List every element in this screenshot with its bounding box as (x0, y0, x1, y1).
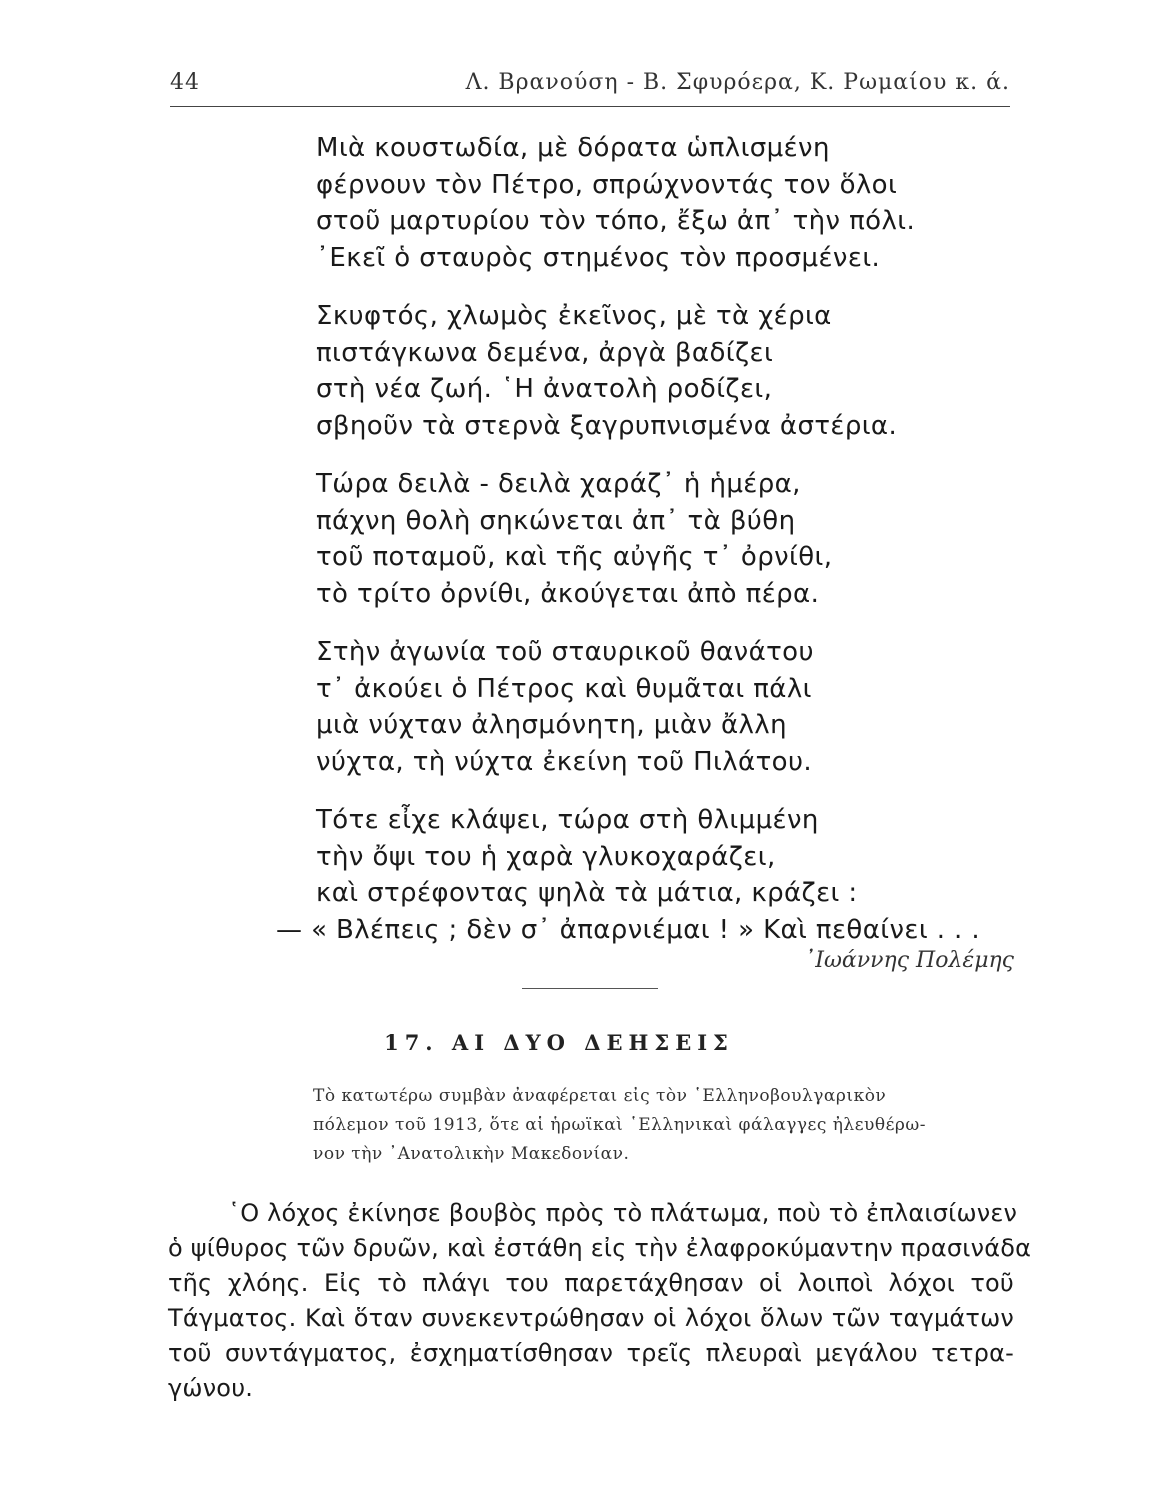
poem-line: Μιὰ κουστωδία, μὲ δόρατα ὡπλισμένη (316, 133, 830, 163)
body-paragraph (168, 1196, 1032, 1406)
paragraph-line: τοῦ συντάγματος, ἐσχηματίσθησαν τρεῖς πλευραὶ μεγάλου τετρα- (168, 1339, 1014, 1367)
poem-line: πάχνη θολὴ σηκώνεται ἀπ᾿ τὰ βύθη (316, 505, 796, 536)
header-divider (170, 106, 1010, 107)
poem-line: Στὴν ἀγωνία τοῦ σταυρικοῦ θανάτου (316, 637, 814, 667)
poem (276, 130, 996, 970)
poem-line: τὸ τρίτο ὀρνίθι, ἀκούγεται ἀπὸ πέρα. (316, 578, 820, 609)
poem-line: Σκυφτός, χλωμὸς ἐκεῖνος, μὲ τὰ χέρια (316, 301, 832, 331)
poem-line: φέρνουν τὸν Πέτρο, σπρώχνοντάς τον ὅλοι (316, 169, 898, 200)
poem-line: σβηοῦν τὰ στερνὰ ξαγρυπνισμένα ἀστέρια. (316, 410, 898, 441)
paragraph-line: Τάγματος. Καὶ ὅταν συνεκεντρώθησαν οἱ λόχοι ὅλων τῶν ταγμάτων (168, 1304, 1014, 1332)
page-number: 44 (170, 70, 200, 95)
poem-stanza (316, 130, 996, 276)
poem-line: στὴ νέα ζωή. ῾Η ἀνατολὴ ροδίζει, (316, 374, 773, 404)
running-title: Λ. Βρανούση - Β. Σφυρόερα, Κ. Ρωμαίου κ. ά. (465, 70, 1010, 95)
note-line: νον τὴν ᾿Ανατολικὴν Μακεδονίαν. (313, 1144, 630, 1164)
paragraph-line: ὁ ψίθυρος τῶν δρυῶν, καὶ ἐστάθη εἰς τὴν ἐλαφροκύμαντην πρασινάδα (168, 1234, 1032, 1262)
section-title: 17. ΑΙ ΔΥΟ ΔΕΗΣΕΙΣ (384, 1030, 734, 1055)
poem-stanza (316, 634, 996, 780)
poem-line: Τώρα δειλὰ - δειλὰ χαράζ᾿ ἡ ἡμέρα, (316, 469, 801, 499)
running-header (170, 70, 1010, 106)
poem-line: νύχτα, τὴ νύχτα ἐκείνη τοῦ Πιλάτου. (316, 746, 813, 777)
paragraph-line: τῆς χλόης. Εἰς τὸ πλάγι του παρετάχθησαν οἱ λοιποὶ λόχοι τοῦ (168, 1269, 1014, 1297)
poem-line: μιὰ νύχταν ἀλησμόνητη, μιὰν ἄλλη (316, 710, 787, 740)
section-note (313, 1082, 1023, 1169)
note-line: Τὸ κατωτέρω συμβὰν ἀναφέρεται εἰς τὸν ῾Ελληνοβουλγαρικὸν (313, 1086, 887, 1106)
poem-stanza (316, 298, 996, 444)
note-line: πόλεμον τοῦ 1913, ὅτε αἱ ἡρωϊκαὶ ῾Ελληνικαὶ φάλαγγες ἠλευθέρω- (313, 1115, 926, 1135)
poem-stanza (316, 466, 996, 612)
poem-line: καὶ στρέφοντας ψηλὰ τὰ μάτια, κράζει : (316, 878, 858, 908)
poem-line: τ᾿ ἀκούει ὁ Πέτρος καὶ θυμᾶται πάλι (316, 673, 812, 704)
poem-line: στοῦ μαρτυρίου τὸν τόπο, ἔξω ἀπ᾿ τὴν πόλι. (316, 206, 916, 236)
poem-line: ᾿Εκεῖ ὁ σταυρὸς στημένος τὸν προσμένει. (316, 242, 881, 273)
poem-line: τὴν ὄψι του ἡ χαρὰ γλυκοχαράζει, (316, 841, 776, 872)
poem-line: πιστάγκωνα δεμένα, ἀργὰ βαδίζει (316, 337, 774, 368)
poem-line: — « Βλέπεις ; δὲν σ᾿ ἀπαρνιέμαι ! » Καὶ πεθαίνει . . . (276, 914, 981, 945)
paragraph-line: γώνου. (168, 1374, 254, 1402)
poem-author: ᾿Ιωάννης Πολέμης (804, 948, 1014, 973)
paragraph-line: ῾Ο λόχος ἐκίνησε βουβὸς πρὸς τὸ πλάτωμα, ποὺ τὸ ἐπλαισίωνεν (228, 1199, 1018, 1227)
poem-line: Τότε εἶχε κλάψει, τώρα στὴ θλιμμένη (316, 805, 819, 835)
section-divider (522, 988, 658, 989)
poem-stanza (276, 802, 996, 948)
poem-line: τοῦ ποταμοῦ, καὶ τῆς αὐγῆς τ᾿ ὀρνίθι, (316, 542, 833, 572)
